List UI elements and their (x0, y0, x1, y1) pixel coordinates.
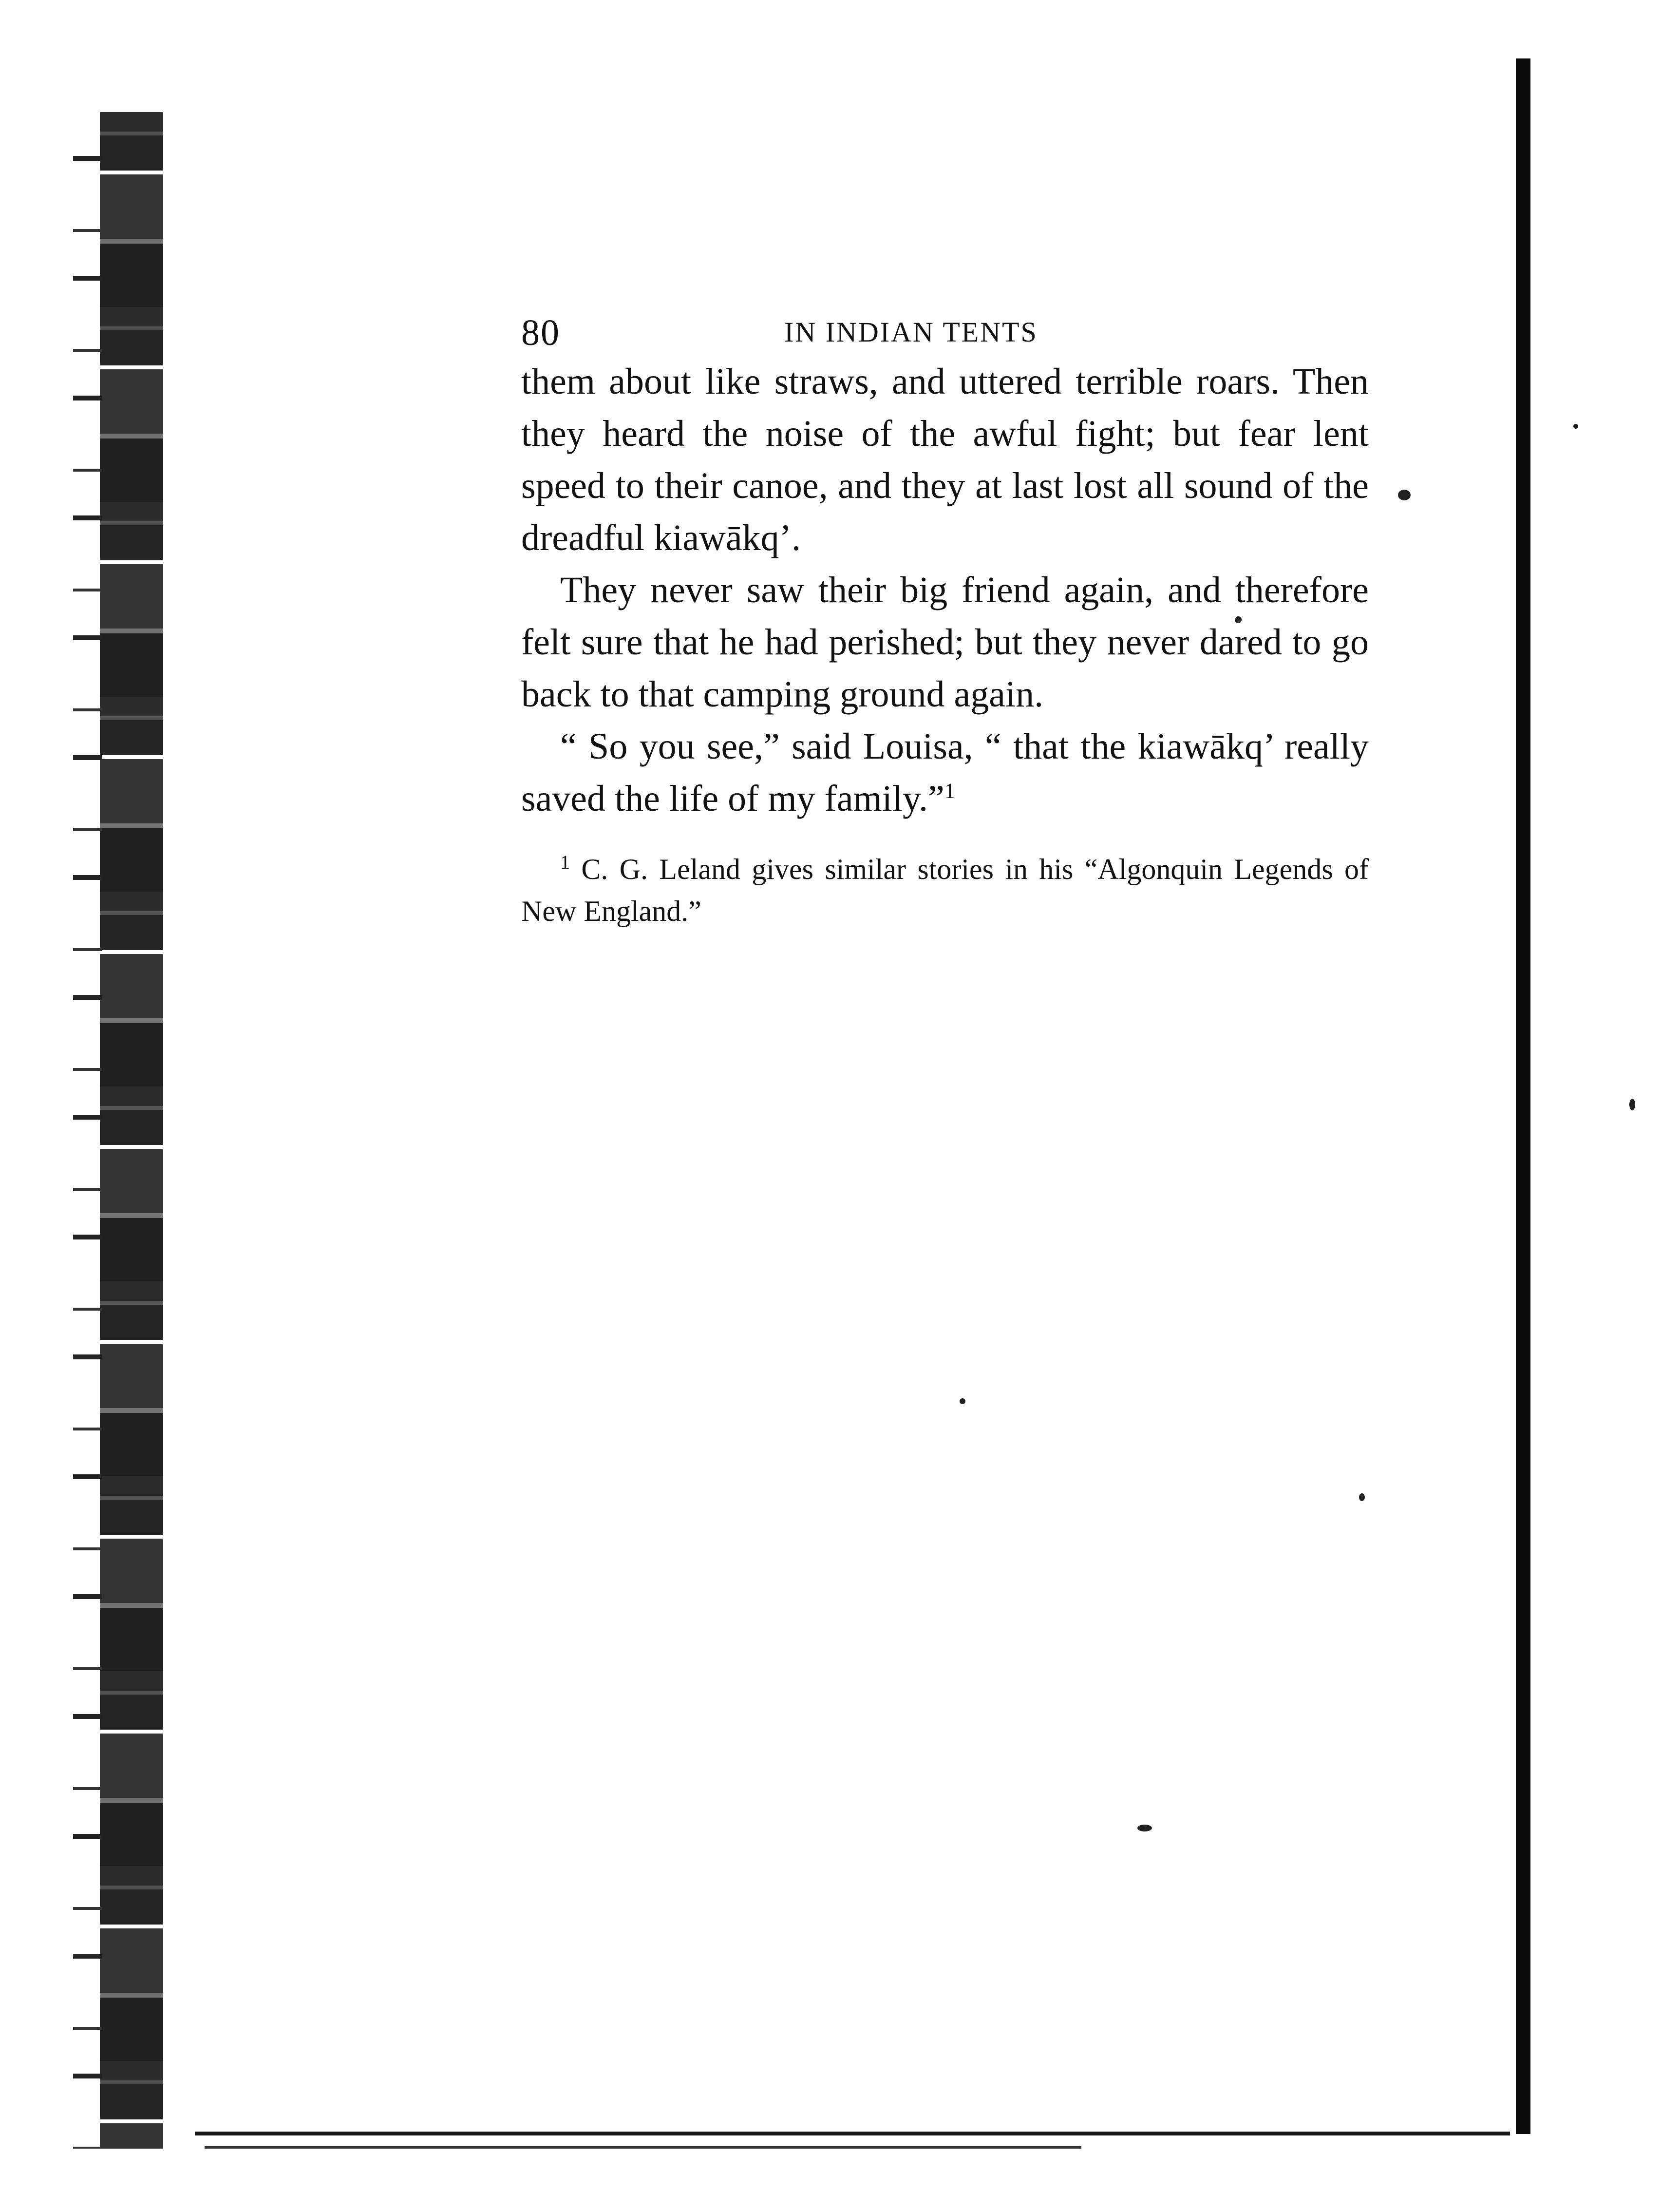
footnote-reference: 1 (944, 779, 955, 803)
running-head (521, 302, 1369, 356)
scan-edge-bottom-secondary (205, 2146, 1081, 2149)
paragraph-continuation: them about like straws, and uttered terrible roars. Then they heard the noise of the awful fight; but fear lent speed to their canoe, and they at last lost all sound of the dreadful kiawākq’. (521, 361, 1369, 558)
scan-binding-speckle (73, 112, 102, 2149)
scan-speck (960, 1398, 965, 1404)
body-text (521, 356, 1369, 825)
scan-edge-right (1516, 58, 1530, 2134)
paragraph-louisa-quote-text: “ So you see,” said Louisa, “ that the kiawākq’ really saved the life of my family.” (521, 726, 1369, 819)
scan-speck (1137, 1825, 1152, 1831)
scan-speck (1359, 1493, 1365, 1501)
paragraph-louisa-quote (521, 721, 1369, 825)
paragraph-never-saw: They never saw their big friend again, and therefore felt sure that he had perished; but they never dared to go back to that camping ground again. (521, 570, 1369, 715)
scan-binding-shadow-left (100, 112, 163, 2149)
footnote-text: C. G. Leland gives similar stories in his “Algonquin Legends of New England.” (521, 853, 1369, 927)
scan-speck (1629, 1099, 1635, 1110)
footnote (521, 848, 1369, 932)
scan-speck (1573, 424, 1578, 429)
page-number: 80 (521, 312, 560, 353)
scan-edge-bottom (195, 2132, 1510, 2135)
scan-speck (1398, 490, 1411, 500)
footnote-mark: 1 (560, 851, 570, 873)
book-page (521, 302, 1369, 932)
running-title: IN INDIAN TENTS (784, 316, 1038, 348)
